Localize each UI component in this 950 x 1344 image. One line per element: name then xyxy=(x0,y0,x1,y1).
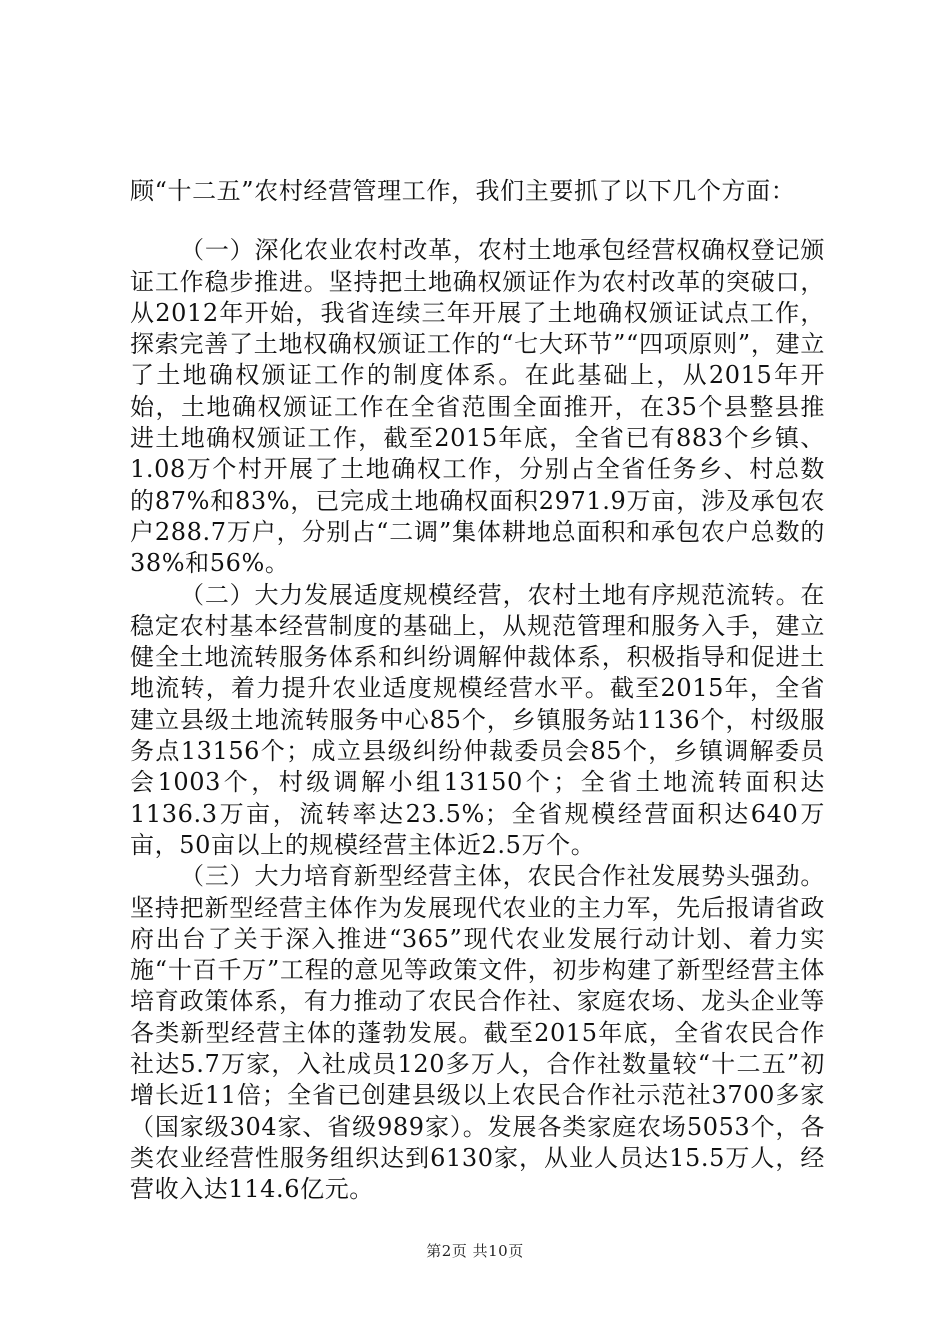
paragraph-new-operators: （三）大力培育新型经营主体，农民合作社发展势头强劲。坚持把新型经营主体作为发展现代农业的主力军，先后报请省政府出台了关于深入推进“365”现代农业发展行动计划、着力实施“十百千万”工程的意见等政策文件，初步构建了新型经营主体培育政策体系，有力推动了农民合作社、家庭农场、龙头企业等各类新型经营主体的蓬勃发展。截至2015年底，全省农民合作社达5.7万家，入社成员120多万人，合作社数量较“十二五”初增长近11倍；全省已创建县级以上农民合作社示范社3700多家（国家级304家、省级989家）。发展各类家庭农场5053个，各类农业经营性服务组织达到6130家，从业人员达15.5万人，经营收入达114.6亿元。 xyxy=(130,862,825,1204)
document-body xyxy=(130,176,825,1206)
paragraph-land-rights: （一）深化农业农村改革，农村土地承包经营权确权登记颁证工作稳步推进。坚持把土地确权颁证作为农村改革的突破口，从2012年开始，我省连续三年开展了土地确权颁证试点工作，探索完善了土地权确权颁证工作的“七大环节”“四项原则”，建立了土地确权颁证工作的制度体系。在此基础上，从2015年开始，土地确权颁证工作在全省范围全面推开，在35个县整县推进土地确权颁证工作，截至2015年底，全省已有883个乡镇、1.08万个村开展了土地确权工作，分别占全省任务乡、村总数的87%和83%，已完成土地确权面积2971.9万亩，涉及承包农户288.7万户，分别占“二调”集体耕地总面积和承包农户总数的38%和56%。 xyxy=(130,236,825,578)
paragraph-land-transfer: （二）大力发展适度规模经营，农村土地有序规范流转。在稳定农村基本经营制度的基础上，从规范管理和服务入手，建立健全土地流转服务体系和纠纷调解仲裁体系，积极指导和促进土地流转，着力提升农业适度规模经营水平。截至2015年，全省建立县级土地流转服务中心85个，乡镇服务站1136个，村级服务点13156个；成立县级纠纷仲裁委员会85个，乡镇调解委员会1003个，村级调解小组13150个；全省土地流转面积达1136.3万亩，流转率达23.5%；全省规模经营面积达640万亩，50亩以上的规模经营主体近2.5万个。 xyxy=(130,580,825,859)
page-number-footer: 第2页 共10页 xyxy=(426,1242,524,1260)
intro-line: 顾“十二五”农村经营管理工作，我们主要抓了以下几个方面： xyxy=(130,177,796,205)
